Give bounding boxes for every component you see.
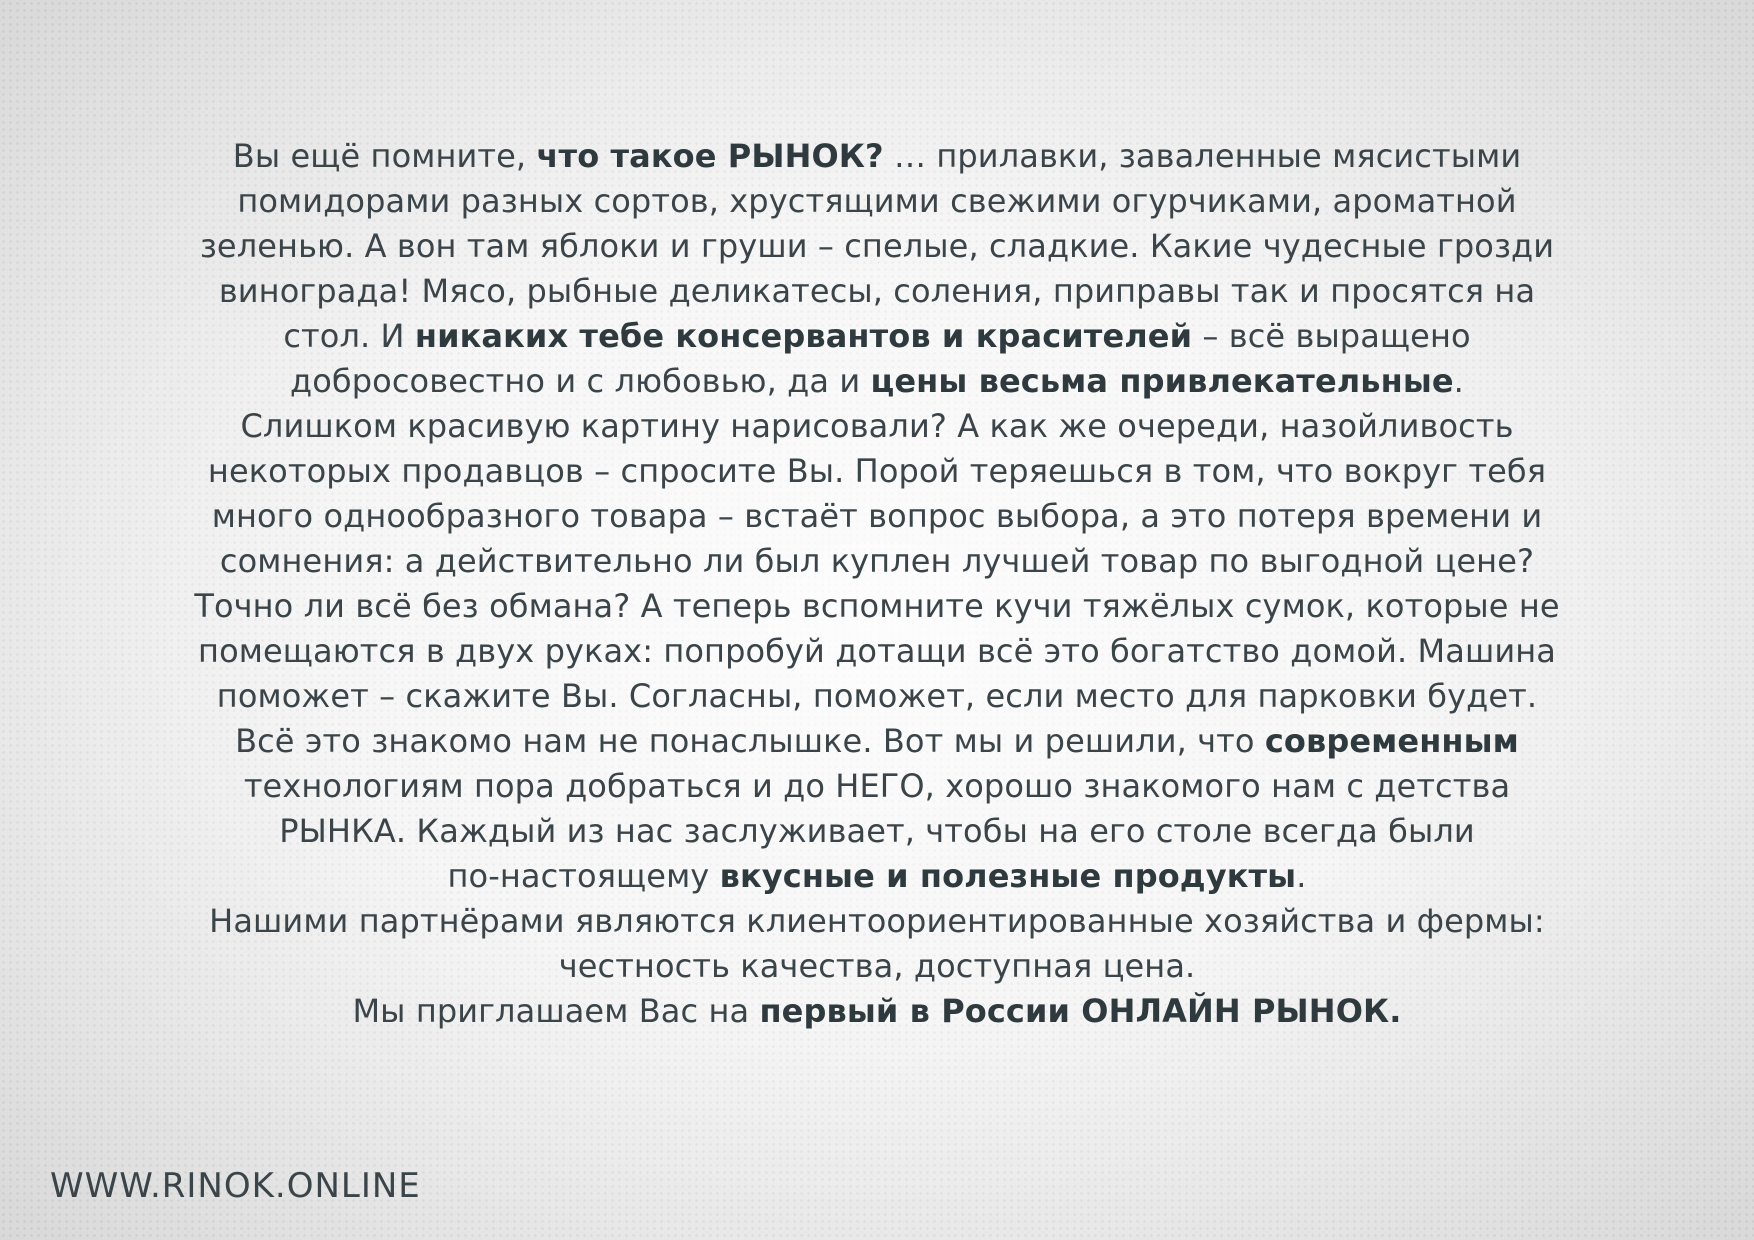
text-segment: по-настоящему [447, 857, 720, 895]
text-segment: некоторых продавцов – спросите Вы. Порой теряешься в том, что вокруг тебя [207, 452, 1547, 490]
text-segment: Нашими партнёрами являются клиентоориентированные хозяйства и фермы: [209, 902, 1545, 940]
text-segment: Мы приглашаем Вас на [352, 992, 760, 1030]
text-segment: . [1296, 857, 1307, 895]
bold-text-segment: современным [1264, 722, 1519, 760]
text-segment: Слишком красивую картину нарисовали? А как же очереди, назойливость [240, 407, 1514, 445]
text-line [140, 359, 1614, 404]
text-segment: Вы ещё помните, [232, 137, 537, 175]
text-segment: Точно ли всё без обмана? А теперь вспомните кучи тяжёлых сумок, которые не [194, 587, 1560, 625]
text-line [140, 854, 1614, 899]
text-segment: . [1453, 362, 1464, 400]
text-line [140, 494, 1614, 539]
bold-text-segment: никаких тебе консервантов и красителей [414, 317, 1193, 355]
text-segment: поможет – скажите Вы. Согласны, поможет, если место для парковки будет. [216, 677, 1538, 715]
text-line [140, 584, 1614, 629]
text-line [140, 899, 1614, 944]
text-segment: технологиям пора добраться и до НЕГО, хорошо знакомого нам с детства [243, 767, 1511, 805]
text-line [140, 719, 1614, 764]
bold-text-segment: цены весьма привлекательные [870, 362, 1454, 400]
body-text [140, 134, 1614, 1034]
text-line [140, 539, 1614, 584]
text-segment: честность качества, доступная цена. [558, 947, 1196, 985]
text-segment: РЫНКА. Каждый из нас заслуживает, чтобы на его столе всегда были [279, 812, 1475, 850]
text-segment: – всё выращено [1192, 317, 1471, 355]
text-line [140, 944, 1614, 989]
text-segment: много однообразного товара – встаёт вопрос выбора, а это потеря времени и [211, 497, 1543, 535]
text-line [140, 809, 1614, 854]
text-segment: добросовестно и с любовью, да и [290, 362, 871, 400]
text-line [140, 449, 1614, 494]
text-line [140, 629, 1614, 674]
text-segment: сомнения: а действительно ли был куплен лучшей товар по выгодной цене? [219, 542, 1535, 580]
text-segment: стол. И [283, 317, 415, 355]
text-line [140, 179, 1614, 224]
text-segment: Всё это знакомо нам не понаслышке. Вот мы и решили, что [235, 722, 1265, 760]
text-segment: помидорами разных сортов, хрустящими свежими огурчиками, ароматной [237, 182, 1517, 220]
text-line [140, 314, 1614, 359]
text-line [140, 269, 1614, 314]
website-url: WWW.RINOK.ONLINE [50, 1166, 421, 1206]
bold-text-segment: вкусные и полезные продукты [719, 857, 1297, 895]
bold-text-segment: что такое РЫНОК? [536, 137, 884, 175]
text-line [140, 404, 1614, 449]
text-line [140, 674, 1614, 719]
bold-text-segment: первый в России ОНЛАЙН РЫНОК. [759, 992, 1402, 1030]
text-line [140, 989, 1614, 1034]
text-line [140, 224, 1614, 269]
text-line [140, 134, 1614, 179]
text-line [140, 764, 1614, 809]
text-segment: зеленью. А вон там яблоки и груши – спелые, сладкие. Какие чудесные грозди [199, 227, 1555, 265]
text-segment: … прилавки, заваленные мясистыми [883, 137, 1522, 175]
text-segment: помещаются в двух руках: попробуй дотащи всё это богатство домой. Машина [198, 632, 1556, 670]
text-segment: винограда! Мясо, рыбные деликатесы, соления, приправы так и просятся на [218, 272, 1536, 310]
